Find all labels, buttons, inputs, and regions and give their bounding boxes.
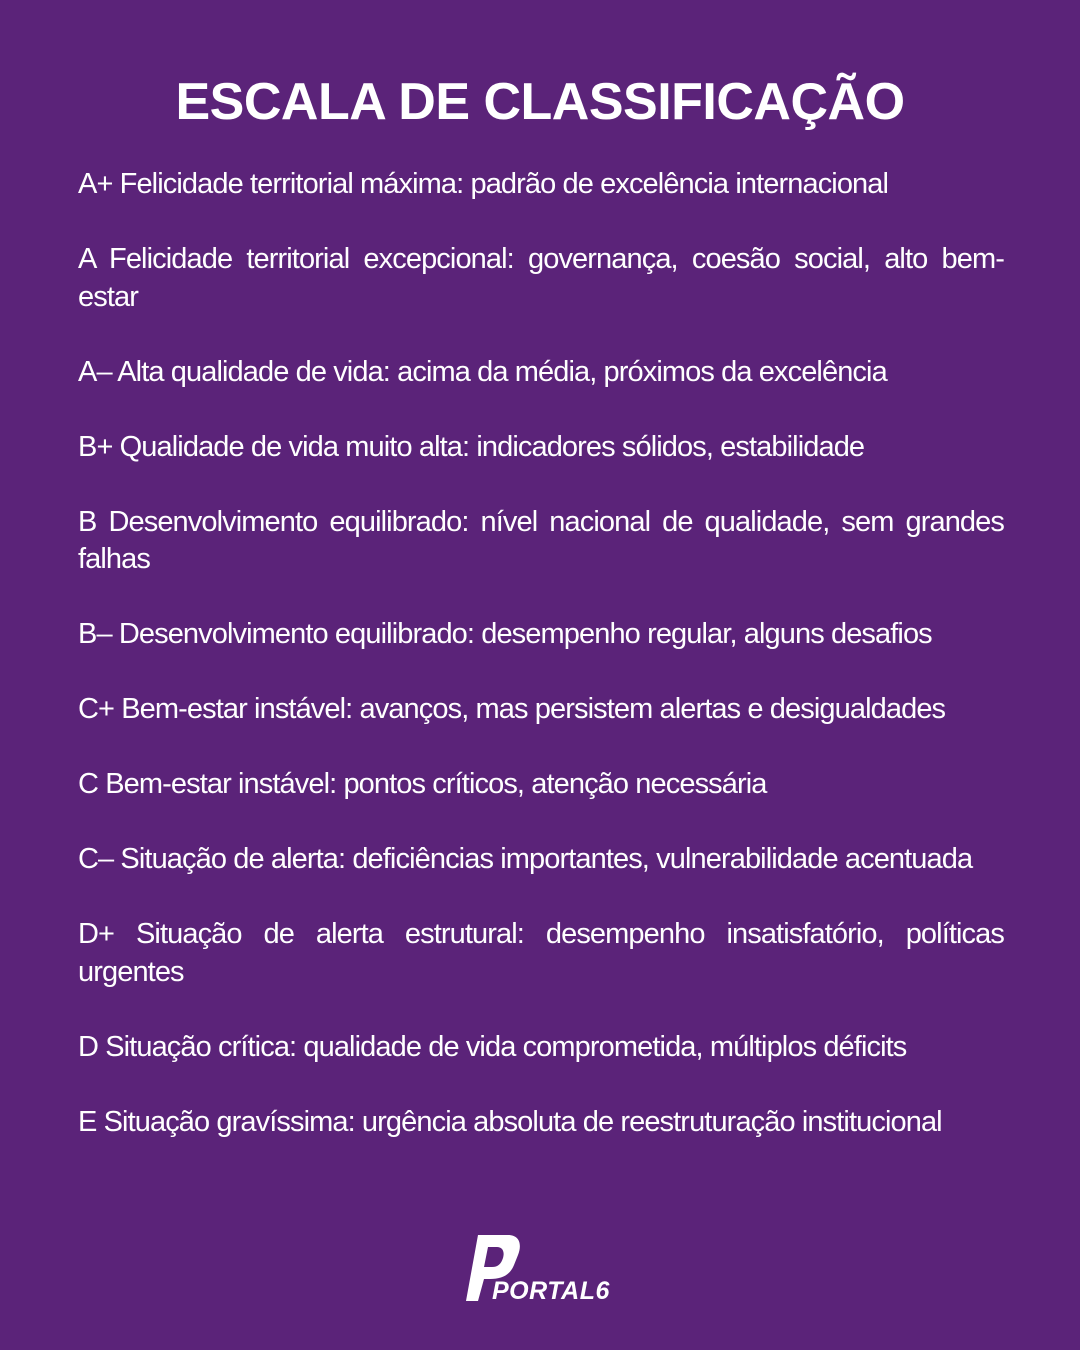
scale-item-b-plus: B+ Qualidade de vida muito alta: indicadores sólidos, estabilidade	[78, 430, 865, 463]
scale-item-d: D Situação crítica: qualidade de vida comprometida, múltiplos déficits	[78, 1030, 907, 1063]
scale-item-b-minus: B– Desenvolvimento equilibrado: desempenho regular, alguns desafios	[78, 618, 932, 650]
scale-item-a-plus: A+ Felicidade territorial máxima: padrão de excelência internacional	[78, 168, 889, 200]
scale-item-e: E Situação gravíssima: urgência absoluta de reestruturação institucional	[78, 1105, 942, 1138]
page-title: ESCALA DE CLASSIFICAÇÃO	[175, 73, 905, 131]
scale-item-b: B Desenvolvimento equilibrado: nível nacional de qualidade, sem grandes falhas	[78, 505, 1004, 575]
scale-item-a: A Felicidade territorial excepcional: governança, coesão social, alto bem-estar	[78, 243, 1004, 313]
scale-item-c: C Bem-estar instável: pontos críticos, atenção necessária	[78, 768, 767, 800]
scale-item-c-minus: C– Situação de alerta: deficiências importantes, vulnerabilidade acentuada	[78, 843, 973, 875]
scale-item-a-minus: A– Alta qualidade de vida: acima da média, próximos da excelência	[78, 355, 887, 388]
portal6-logo-text: PORTAL6	[492, 1277, 610, 1305]
portal6-logo	[464, 1233, 620, 1305]
scale-item-d-plus: D+ Situação de alerta estrutural: desempenho insatisfatório, políticas urgentes	[78, 918, 1004, 988]
scale-item-c-plus: C+ Bem-estar instável: avanços, mas persistem alertas e desigualdades	[78, 693, 946, 725]
classification-scale-list	[78, 166, 1004, 1179]
